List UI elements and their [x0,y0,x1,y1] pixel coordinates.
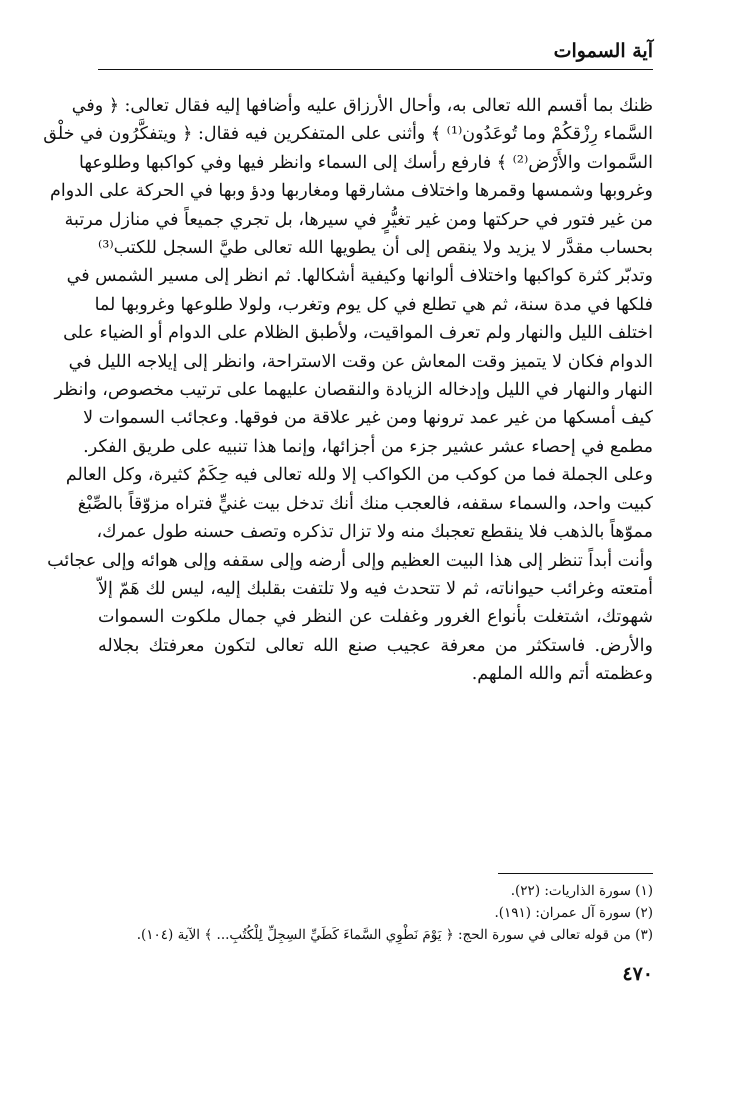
text-line: شهوتك، اشتغلت بأنواع الغرور وغفلت عن النظر في جمال ملكوت السموات [98,607,653,628]
footnote-3: (٣) من قوله تعالى في سورة الحج: ﴿ يَوْمَ نَطْوِي السَّماءَ كَطَيِّ السِجِلِّ لِلْكُتُبِ... ﴾ الآية (١٠٤). [136,927,653,943]
text-line: وعظمته أتم والله الملهم. [471,664,653,685]
text-line: ظنك بما أقسم الله تعالى به، وأحال الأرزاق عليه وأضافها إليه فقال تعالى: ﴿ وفي [71,96,653,116]
text-line: من غير فتور في حركتها ومن غير تغيُّرٍ في سيرها، بل تجري جميعاً في منازل مرتبة [64,209,653,230]
running-header-title: آية السموات [553,40,653,62]
text-line: وعلى الجملة فما من كوكب من الكواكب إلا ولله تعالى فيه حِكَمٌ كثيرة، وكل العالم [65,465,653,486]
text-line: كبيت واحد، والسماء سقفه، فالعجب منك أنك تدخل بيت غنيٍّ فتراه مزوّقاً بالصِّبْغ [77,493,653,514]
main-text [43,92,653,689]
text-line: وأنت أبداً تنظر إلى هذا البيت العظيم وإلى أرضه وإلى سقفه وإلى هوائه وإلى عجائب [47,550,653,571]
text-line: والأرض. فاستكثر من معرفة عجيب صنع الله تعالى لتكون معرفتك بجلاله [98,635,653,656]
text-line: مطمع في إحصاء عشر عشير جزء من أجزائها، وإنما هذا تنبيه على طريق الفكر. [83,436,653,457]
text-line: اختلف الليل والنهار ولم تعرف المواقيت، ولأطبق الظلام على الدوام أو الضياء على [63,323,653,344]
text-line: بحساب مقدَّر لا يزيد ولا ينقص إلى أن يطويها الله تعالى طيَّ السجل للكتب⁽³⁾ [98,238,653,259]
text-line: وغروبها وشمسها وقمرها واختلاف مشارقها ومغاربها ودؤ وبها في الحركة على الدوام [50,181,653,202]
text-line: النهار والنهار في الليل وإدخاله الزيادة والنقصان عليهما على ترتيب مخصوص، وانظر [54,380,653,401]
header-divider [98,69,653,70]
text-line: كيف أمسكها من غير عمد ترونها ومن غير علاقة من فوقها. وعجائب السموات لا [83,408,653,429]
text-line: السَّماء رِزْقكُمْ وما تُوعَدُون⁽¹⁾ ﴾ وأثنى على المتفكرين فيه فقال: ﴿ ويتفكَّرُون في خلْق [43,124,653,145]
text-line: السَّموات والأَرْض⁽²⁾ ﴾ فارفع رأسك إلى السماء وانظر فيها وفي كواكبها وطلوعها [78,152,653,173]
page-number: ٤٧٠ [622,963,653,985]
text-line: وتدبّر كثرة كواكبها واختلاف ألوانها وكيفية أشكالها. ثم انظر إلى مسير الشمس في [66,266,653,287]
footnote-2: (٢) سورة آل عمران: (١٩١). [494,905,653,921]
footnote-1: (١) سورة الذاريات: (٢٢). [510,883,653,899]
footnotes [93,880,653,946]
text-line: مموّهاً بالذهب فلا ينقطع تعجبك منه ولا تزال تذكره وتصف حسنه طول عمرك، [96,522,653,543]
text-line: الدوام فكان لا يتميز وقت المعاش عن وقت الاستراحة، وانظر إلى إيلاجه الليل في [68,351,653,372]
footnote-divider [498,873,653,874]
text-line: أمتعته وغرائب حيواناته، ثم لا تتحدث فيه ولا تلتفت بقلبك إليه، ليس لك هَمّ إلاّ [98,578,653,599]
text-line: فلكها في مدة سنة، ثم هي تطلع في كل يوم وتغرب، ولولا طلوعها وغروبها لما [94,294,653,315]
